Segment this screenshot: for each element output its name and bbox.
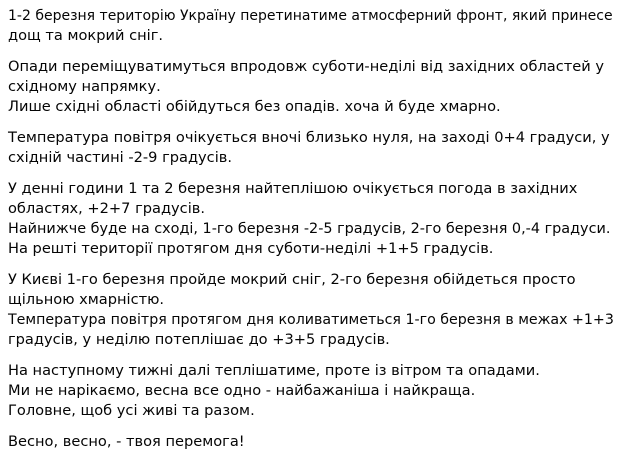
paragraph-weather-front (8, 6, 614, 46)
text-line: Найнижче буде на сході, 1-го березня -2-5 градусів, 2-го березня 0,-4 градуси. (8, 221, 611, 237)
paragraph-day-temperature (8, 179, 614, 259)
text-line: східній частині -2-9 градусів. (8, 149, 232, 166)
text-line: областях, +2+7 градусів. (8, 200, 206, 217)
text-line: Температура повітря очікується вночі близько нуля, на заході 0+4 градуси, у (8, 129, 610, 146)
text-line: східному напрямку. (8, 78, 161, 95)
paragraph-closing (8, 432, 614, 452)
text-line: щільною хмарністю. (8, 291, 165, 308)
text-line: 1-2 березня територію Україну перетинатиме атмосферний фронт, який принесе (8, 8, 613, 24)
text-line: дощ та мокрий сніг. (8, 27, 164, 44)
text-line: Весно, весно, - твоя перемога! (8, 433, 245, 450)
text-line: На решті території протягом дня суботи-неділі +1+5 градусів. (8, 240, 494, 257)
text-line: Головне, щоб усі живі та разом. (8, 402, 255, 419)
paragraph-night-temperature (8, 128, 614, 168)
post-text (8, 6, 614, 463)
text-line: Температура повітря протягом дня коливатиметься 1-го березня в межах +1+3 (8, 312, 614, 328)
text-line: На наступному тижні далі теплішатиме, проте із вітром та опадами. (8, 362, 540, 379)
text-line: Лише східні області обійдуться без опадів. хоча й буде хмарно. (8, 98, 501, 115)
paragraph-kyiv (8, 270, 614, 350)
text-line: У Києві 1-го березня пройде мокрий сніг, 2-го березня обійдеться просто (8, 271, 576, 288)
paragraph-precipitation (8, 57, 614, 117)
text-line: Опади переміщуватимуться впродовж суботи-неділі від західних областей у (8, 58, 605, 75)
text-line: градусів, у неділю потеплішає до +3+5 градусів. (8, 331, 390, 348)
paragraph-next-week (8, 361, 614, 421)
text-line: Ми не нарікаємо, весна все одно - найбажаніша і найкраща. (8, 382, 476, 399)
text-line: У денні години 1 та 2 березня найтеплішою очікується погода в західних (8, 180, 578, 197)
